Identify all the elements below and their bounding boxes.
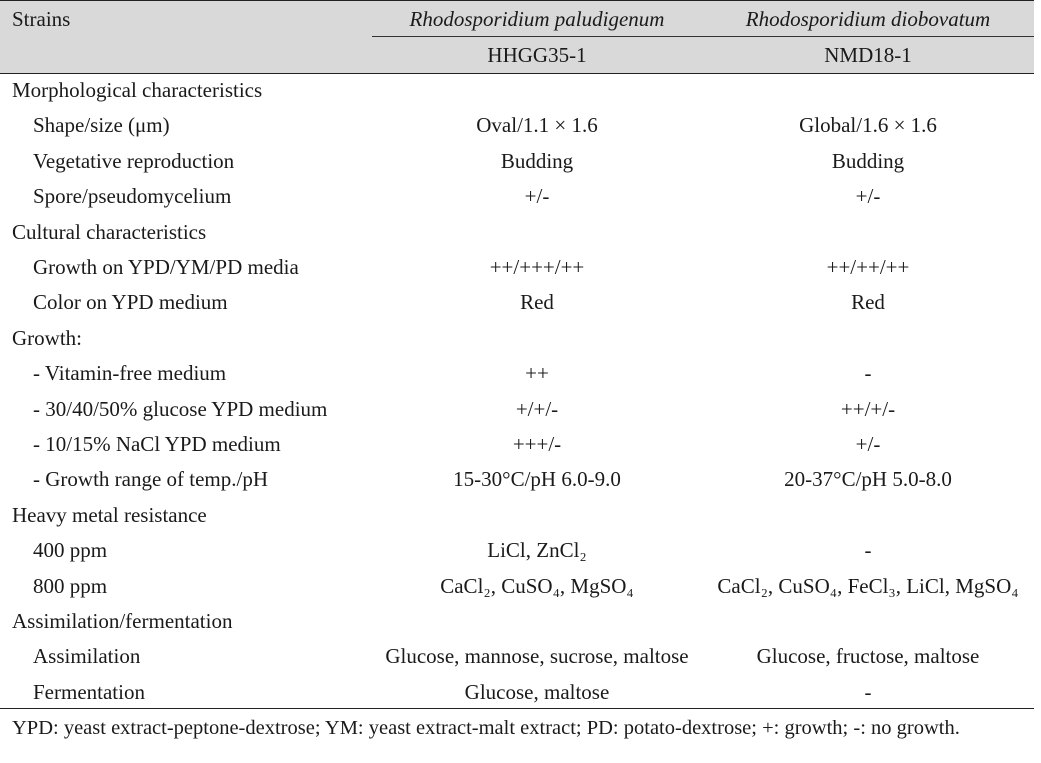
cell-hhgg35-1: Oval/1.1 × 1.6 <box>476 113 598 138</box>
table-row <box>0 144 1034 180</box>
cell-nmd18-1: Red <box>851 290 885 315</box>
cell-nmd18-1: Global/1.6 × 1.6 <box>799 113 937 138</box>
table-row <box>0 108 1034 144</box>
cell-hhgg35-1: 15-30°C/pH 6.0-9.0 <box>453 467 621 492</box>
cell-nmd18-1: - <box>864 679 872 704</box>
table-row <box>0 356 1034 392</box>
row-label: 800 ppm <box>33 573 108 598</box>
cell-hhgg35-1: LiCl, ZnCl₂ <box>487 538 587 563</box>
row-label: 400 ppm <box>33 538 108 563</box>
table-section-row <box>0 498 1034 534</box>
table-row <box>0 392 1034 428</box>
table-row <box>0 427 1034 463</box>
table-row <box>0 179 1034 215</box>
table-row <box>0 639 1034 675</box>
cell-hhgg35-1: ++ <box>525 361 549 386</box>
row-label: - Vitamin-free medium <box>33 361 227 386</box>
header-strains-label: Strains <box>12 7 71 31</box>
cell-nmd18-1: CaCl₂, CuSO₄, FeCl₃, LiCl, MgSO₄ <box>717 573 1019 598</box>
header-divider <box>372 36 1034 37</box>
cell-hhgg35-1: Budding <box>500 148 574 173</box>
cell-nmd18-1: - <box>864 538 872 563</box>
cell-nmd18-1: Budding <box>831 148 905 173</box>
row-label: Color on YPD medium <box>33 290 228 315</box>
cell-nmd18-1: ++/++/++ <box>826 255 910 279</box>
row-label: - Growth range of temp./pH <box>33 467 269 492</box>
table-row <box>0 569 1034 605</box>
table-row <box>0 285 1034 321</box>
header-strain-1: HHGG35-1 <box>487 43 587 67</box>
table-section-row <box>0 604 1034 640</box>
cell-hhgg35-1: Glucose, mannose, sucrose, maltose <box>385 644 689 669</box>
cell-hhgg35-1: CaCl₂, CuSO₄, MgSO₄ <box>440 573 634 598</box>
cell-hhgg35-1: Red <box>520 290 554 315</box>
section-label: Cultural characteristics <box>12 219 207 244</box>
table-footnote: YPD: yeast extract-peptone-dextrose; YM: yeast extract-malt extract; PD: potato-dextrose; +: growth; -: no growth. <box>12 717 960 739</box>
header-strain-2: NMD18-1 <box>824 43 912 67</box>
cell-nmd18-1: Glucose, fructose, maltose <box>756 644 980 669</box>
table-header <box>0 0 1034 74</box>
table-section-row <box>0 321 1034 357</box>
cell-hhgg35-1: +/- <box>524 184 550 209</box>
table-row <box>0 462 1034 498</box>
table-row <box>0 533 1034 569</box>
header-species-1: Rhodosporidium paludigenum <box>409 7 665 31</box>
row-label: Spore/pseudomycelium <box>33 184 232 209</box>
table-row <box>0 250 1034 286</box>
cell-nmd18-1: 20-37°C/pH 5.0-8.0 <box>784 467 952 492</box>
cell-nmd18-1: ++/+/- <box>840 396 896 421</box>
cell-nmd18-1: +/- <box>855 432 881 456</box>
cell-hhgg35-1: +/+/- <box>515 396 559 421</box>
cell-hhgg35-1: Glucose, maltose <box>464 679 610 704</box>
row-label: Assimilation <box>33 644 141 669</box>
row-label: Shape/size (μm) <box>33 113 170 138</box>
row-label: - 10/15% NaCl YPD medium <box>33 432 281 456</box>
row-label: Growth on YPD/YM/PD media <box>33 255 299 279</box>
cell-hhgg35-1: ++/+++/++ <box>489 255 585 279</box>
table-bottom-rule <box>0 708 1034 709</box>
table-row <box>0 675 1034 711</box>
cell-hhgg35-1: +++/- <box>512 432 562 456</box>
table-section-row <box>0 215 1034 251</box>
section-label: Morphological characteristics <box>12 78 263 102</box>
section-label: Growth: <box>12 325 82 350</box>
row-label: Fermentation <box>33 679 145 704</box>
cell-nmd18-1: +/- <box>855 184 881 209</box>
header-species-2: Rhodosporidium diobovatum <box>745 7 991 31</box>
row-label: Vegetative reproduction <box>33 148 235 173</box>
row-label: - 30/40/50% glucose YPD medium <box>33 396 328 421</box>
section-label: Assimilation/fermentation <box>12 609 233 633</box>
section-label: Heavy metal resistance <box>12 502 207 527</box>
cell-nmd18-1: - <box>864 361 872 386</box>
table-section-row <box>0 73 1034 109</box>
